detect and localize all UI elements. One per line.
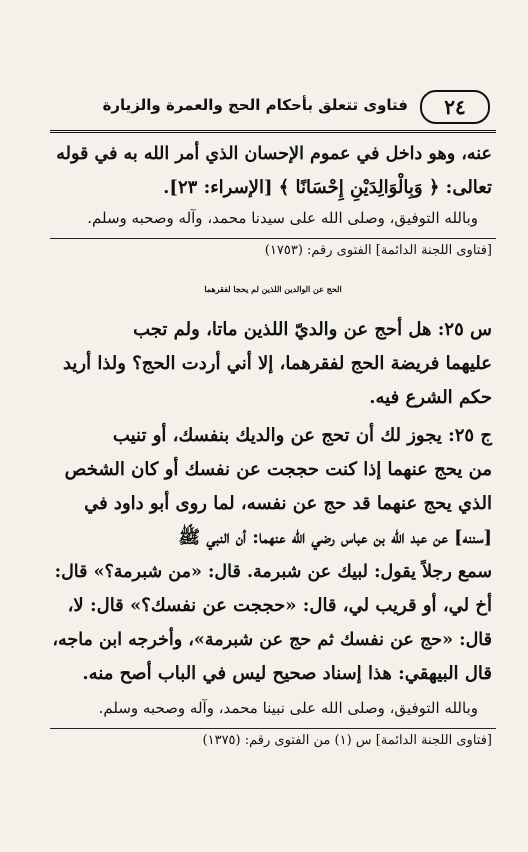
body-line-1: عنه، وهو داخل في عموم الإحسان الذي أمر الله به في قوله xyxy=(56,144,492,164)
closing-prayer-1: وبالله التوفيق، وصلى الله على سيدنا محمد، وآله وصحبه وسلم. xyxy=(87,209,478,227)
answer-line-5: سمع رجلاً يقول: لبيك عن شبرمة. قال: «من شبرمة؟» قال: xyxy=(54,562,492,582)
page-number: ٢٤ xyxy=(444,95,466,119)
page-number-badge xyxy=(420,90,490,124)
section-heading: الحج عن الوالدين اللذين لم يحجا لفقرهما xyxy=(204,284,342,294)
question-line-2: عليهما فريضة الحج لفقرهما، إلا أني أردت الحج؟ ولذا أريد xyxy=(62,353,492,374)
answer-line-6: أخ لي، أو قريب لي، قال: «حججت عن نفسك؟» قال: لا، xyxy=(67,595,492,616)
answer-line-3: الذي يحج عنهما قد حج عن نفسه، لما روى أبو داود في xyxy=(84,493,492,514)
body-line-2-quran-verse: تعالى: ﴿ وَبِالْوَالِدَيْنِ إِحْسَانًا ﴾ [الإسراء: ٢٣]. xyxy=(163,177,492,198)
question-line-1: س ٢٥: هل أحج عن والديّ اللذين ماتا، ولم تجب xyxy=(133,319,492,340)
answer-line-4: [سننه] عن عبد الله بن عباس رضي الله عنهما: أن النبي ﷺ xyxy=(178,527,492,548)
answer-line-8: قال البيهقي: هذا إسناد صحيح ليس في الباب أصح منه. xyxy=(82,663,492,684)
running-title: فتاوى تتعلق بأحكام الحج والعمرة والزيارة xyxy=(102,96,408,114)
fatwa-reference-1: [فتاوى اللجنة الدائمة] الفتوى رقم: (١٧٥٣) xyxy=(264,243,492,258)
closing-prayer-2: وبالله التوفيق، وصلى الله على نبينا محمد، وآله وصحبه وسلم. xyxy=(98,699,478,717)
page-header xyxy=(50,88,496,133)
divider-1 xyxy=(50,238,496,239)
question-line-3: حكم الشرع فيه. xyxy=(369,387,492,408)
answer-line-2: من يحج عنهما إذا كنت حججت عن نفسك أو كان الشخص xyxy=(64,459,492,480)
divider-2 xyxy=(50,728,496,729)
fatwa-reference-2: [فتاوى اللجنة الدائمة] س (١) من الفتوى رقم: (١٣٧٥) xyxy=(202,733,492,748)
answer-line-7: قال: «حج عن نفسك ثم حج عن شبرمة»، وأخرجه ابن ماجه، xyxy=(52,630,492,650)
book-page xyxy=(50,88,496,768)
answer-line-1: ج ٢٥: يجوز لك أن تحج عن والديك بنفسك، أو تنيب xyxy=(112,425,492,446)
